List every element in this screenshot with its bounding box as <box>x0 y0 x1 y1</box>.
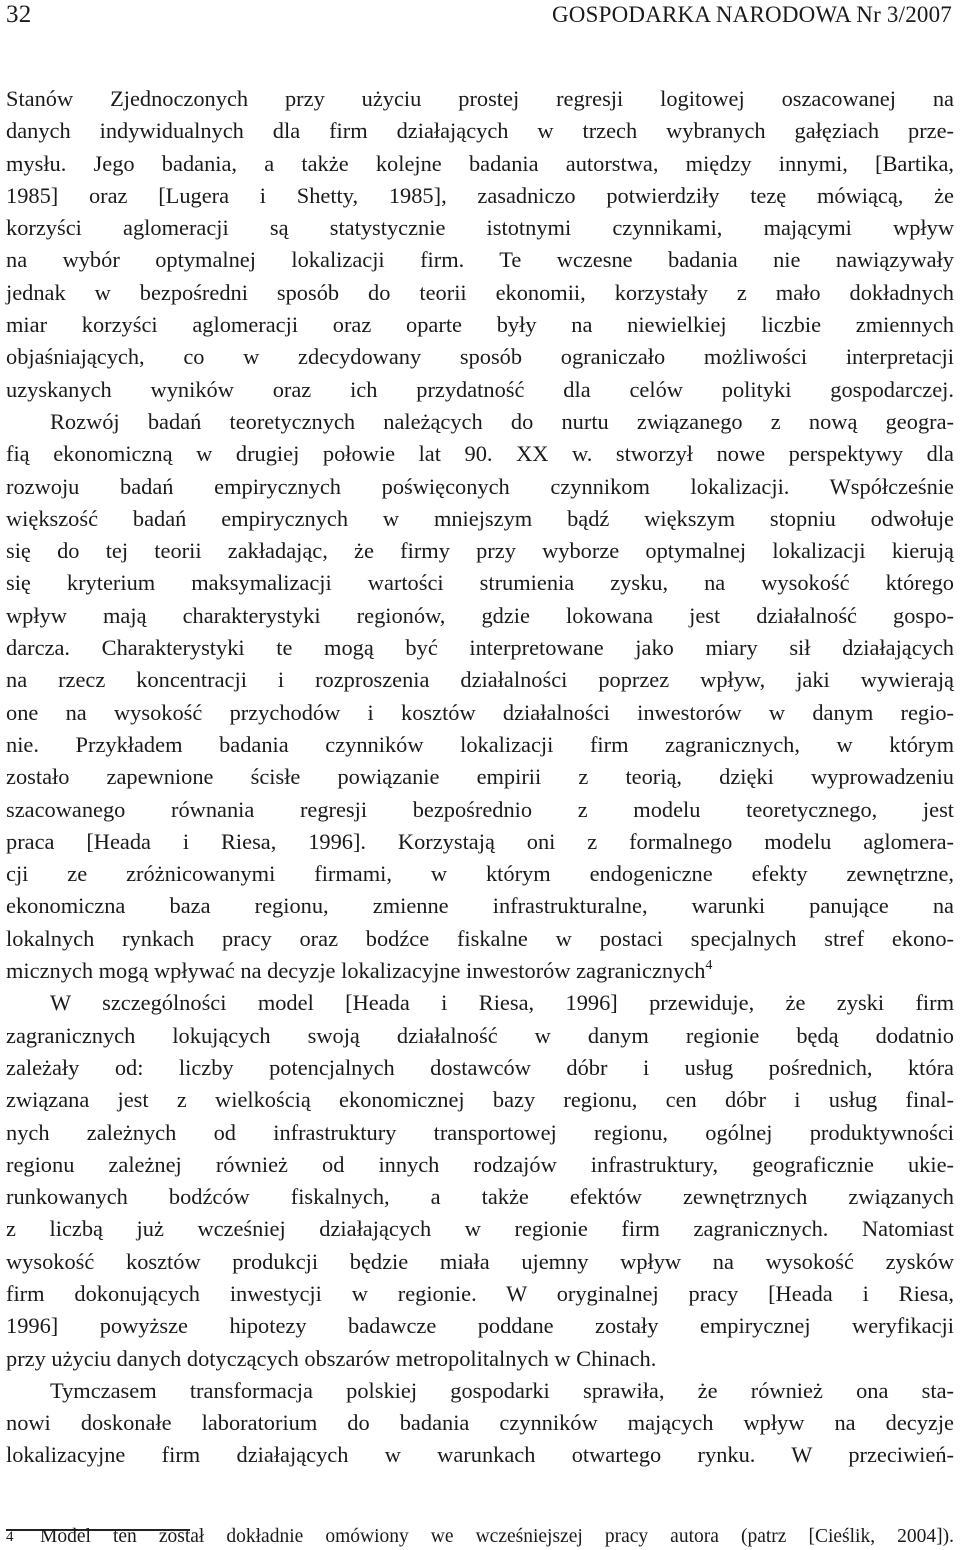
text-line <box>6 890 954 922</box>
text-line-content: danych indywidualnych dla firm działających w trzech wybranych gałęziach prze- <box>6 118 954 144</box>
text-line-content: Stanów Zjednoczonych przy użyciu prostej regresji logitowej oszacowanej na <box>6 86 954 111</box>
text-line <box>6 438 954 470</box>
text-line-content: one na wysokość przychodów i kosztów działalności inwestorów w danym regio- <box>6 699 954 725</box>
text-line-content: rozwoju badań empirycznych poświęconych czynnikom lokalizacji. Współcześnie <box>6 473 954 499</box>
text-line-content: darcza. Charakterystyki te mogą być interpretowane jako miary sił działających <box>6 635 954 661</box>
text-line-content: korzyści aglomeracji są statystycznie istotnymi czynnikami, mającymi wpływ <box>6 215 954 241</box>
text-line <box>6 567 954 599</box>
journal-title: GOSPODARKA NARODOWA Nr 3/2007 <box>551 2 952 27</box>
footnote-number: 4 <box>6 1529 14 1545</box>
body-text <box>6 83 954 1472</box>
text-line-content: 1985] oraz [Lugera i Shetty, 1985], zasadniczo potwierdziły tezę mówiącą, że <box>6 182 954 208</box>
text-line <box>6 277 954 309</box>
text-line <box>6 600 954 632</box>
text-line <box>6 1181 954 1213</box>
text-line <box>6 503 954 535</box>
text-line-content: regionu zależnej również od innych rodzajów infrastruktury, geograficznie ukie- <box>6 1151 954 1177</box>
text-line-content: nowi doskonałe laboratorium do badania czynników mających wpływ na decyzje <box>6 1410 954 1436</box>
text-line <box>6 1246 954 1278</box>
text-line <box>6 1084 954 1116</box>
text-line-content: się do tej teorii zakładając, że firmy przy wyborze optymalnej lokalizacji kierują <box>6 538 954 564</box>
text-line <box>6 471 954 503</box>
text-line <box>6 212 954 244</box>
text-line <box>6 826 954 858</box>
page-number: 32 <box>6 1 32 28</box>
text-line <box>6 1310 954 1342</box>
text-line <box>6 632 954 664</box>
text-line-content: firm dokonujących inwestycji w regionie. W oryginalnej pracy [Heada i Riesa, <box>6 1280 954 1306</box>
text-line <box>6 1278 954 1310</box>
text-line-content: nie. Przykładem badania czynników lokalizacji firm zagranicznych, w którym <box>6 731 954 757</box>
text-line <box>6 309 954 341</box>
text-line-content: na rzecz koncentracji i rozproszenia działalności poprzez wpływ, jaki wywierają <box>6 667 954 693</box>
text-line <box>6 1343 954 1375</box>
text-line-content: objaśniających, co w zdecydowany sposób ograniczało możliwości interpretacji <box>6 344 954 370</box>
text-line-content: W szczególności model [Heada i Riesa, 1996] przewiduje, że zyski firm <box>50 990 954 1016</box>
text-line-content: nych zależnych od infrastruktury transportowej regionu, ogólnej produktywności <box>6 1119 954 1145</box>
text-line <box>6 794 954 826</box>
text-line <box>6 1375 954 1407</box>
text-line-content: micznych mogą wpływać na decyzje lokalizacyjne inwestorów zagranicznych <box>6 958 706 984</box>
text-line <box>6 1439 954 1471</box>
running-header <box>6 0 952 30</box>
text-line-content: mysłu. Jego badania, a także kolejne badania autorstwa, między innymi, [Bartika, <box>6 150 954 176</box>
text-line <box>6 83 954 115</box>
text-line-content: Rozwój badań teoretycznych należących do nurtu związanego z nową geogra- <box>50 408 954 434</box>
footnote-reference: 4 <box>705 958 713 974</box>
text-line-content: wpływ mają charakterystyki regionów, gdzie lokowana jest działalność gospo- <box>6 602 954 628</box>
text-line-content: runkowanych bodźców fiskalnych, a także efektów zewnętrznych związanych <box>6 1184 954 1210</box>
text-line <box>6 1052 954 1084</box>
text-line-content: fią ekonomiczną w drugiej połowie lat 90. XX w. stworzył nowe perspektywy dla <box>6 441 954 467</box>
text-line-content: przy użyciu danych dotyczących obszarów metropolitalnych w Chinach. <box>6 1345 657 1371</box>
text-line-content: 1996] powyższe hipotezy badawcze poddane zostały empirycznej weryfikacji <box>6 1313 954 1339</box>
text-line-content: praca [Heada i Riesa, 1996]. Korzystają oni z formalnego modelu aglomera- <box>6 828 954 854</box>
text-line-content: cji ze zróżnicowanymi firmami, w którym endogeniczne efekty zewnętrzne, <box>6 861 954 887</box>
footnote-text: Model ten został dokładnie omówiony we wcześniejszej pracy autora (patrz [Cieślik, 2004]). <box>40 1526 954 1547</box>
text-line <box>6 115 954 147</box>
text-line-content: jednak w bezpośredni sposób do teorii ekonomii, korzystały z mało dokładnych <box>6 279 954 305</box>
text-line <box>6 955 954 987</box>
text-line <box>6 1020 954 1052</box>
text-line <box>6 180 954 212</box>
text-line <box>6 697 954 729</box>
text-line <box>6 761 954 793</box>
text-line-content: miar korzyści aglomeracji oraz oparte były na niewielkiej liczbie zmiennych <box>6 312 954 338</box>
text-line-content: zależały od: liczby potencjalnych dostawców dóbr i usług pośrednich, która <box>6 1054 954 1080</box>
text-line-content: się kryterium maksymalizacji wartości strumienia zysku, na wysokość którego <box>6 570 954 596</box>
text-line-content: lokalnych rynkach pracy oraz bodźce fiskalne w postaci specjalnych stref ekono- <box>6 925 954 951</box>
text-line <box>6 1407 954 1439</box>
text-line-content: zagranicznych lokujących swoją działalność w danym regionie będą dodatnio <box>6 1022 954 1048</box>
text-line <box>6 1117 954 1149</box>
footnote <box>6 1524 954 1550</box>
text-line <box>6 987 954 1019</box>
text-line <box>6 341 954 373</box>
text-line <box>6 406 954 438</box>
text-line <box>6 148 954 180</box>
text-line <box>6 1149 954 1181</box>
text-line <box>6 729 954 761</box>
text-line-content: zostało zapewnione ścisłe powiązanie empirii z teorią, dzięki wyprowadzeniu <box>6 764 954 790</box>
text-line-content: szacowanego równania regresji bezpośrednio z modelu teoretycznego, jest <box>6 796 954 822</box>
text-line <box>6 1213 954 1245</box>
text-line-content: wysokość kosztów produkcji będzie miała ujemny wpływ na wysokość zysków <box>6 1248 954 1274</box>
text-line <box>6 535 954 567</box>
text-line-content: z liczbą już wcześniej działających w regionie firm zagranicznych. Natomiast <box>6 1216 954 1242</box>
text-line-content: Tymczasem transformacja polskiej gospodarki sprawiła, że również ona sta- <box>50 1377 954 1403</box>
text-line-content: ekonomiczna baza regionu, zmienne infrastrukturalne, warunki panujące na <box>6 893 954 919</box>
text-line <box>6 858 954 890</box>
text-line <box>6 244 954 276</box>
text-line-content: większość badań empirycznych w mniejszym bądź większym stopniu odwołuje <box>6 505 954 531</box>
text-line-content: lokalizacyjne firm działających w warunkach otwartego rynku. W przeciwień- <box>6 1442 954 1468</box>
text-line-content: związana jest z wielkością ekonomicznej bazy regionu, cen dóbr i usług final- <box>6 1087 954 1113</box>
text-line <box>6 374 954 406</box>
text-line-content: na wybór optymalnej lokalizacji firm. Te wczesne badania nie nawiązywały <box>6 247 954 273</box>
text-line <box>6 664 954 696</box>
text-line-content: uzyskanych wyników oraz ich przydatność dla celów polityki gospodarczej. <box>6 376 954 402</box>
text-line <box>6 923 954 955</box>
